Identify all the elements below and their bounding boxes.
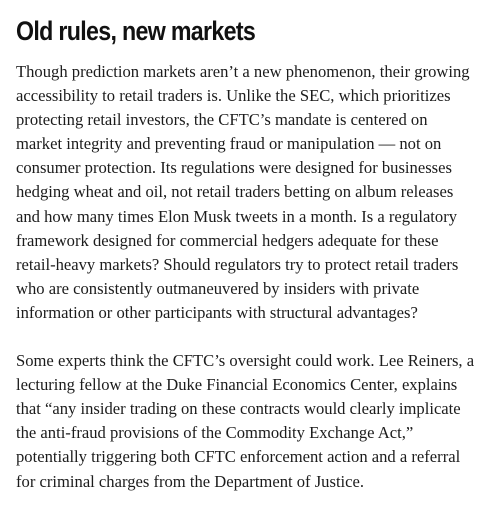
- paragraph-line: protecting retail investors, the CFTC’s mandate is centered on: [16, 110, 428, 130]
- paragraph-line: that “any insider trading on these contracts would clearly implicate: [16, 399, 461, 419]
- paragraph-line: and how many times Elon Musk tweets in a month. Is a regulatory: [16, 206, 458, 226]
- paragraph-line: Some experts think the CFTC’s oversight could work. Lee Reiners, a: [16, 351, 475, 371]
- paragraph-1: [16, 60, 478, 325]
- paragraph-line: accessibility to retail traders is. Unlike the SEC, which prioritizes: [16, 86, 451, 106]
- paragraph-line: who are consistently outmaneuvered by insiders with private: [16, 278, 420, 298]
- article: [16, 14, 478, 494]
- paragraph-line: lecturing fellow at the Duke Financial Economics Center, explains: [16, 375, 458, 395]
- paragraph-line: for criminal charges from the Department of Justice.: [16, 471, 365, 491]
- paragraph-line: retail-heavy markets? Should regulators try to protect retail traders: [16, 254, 459, 274]
- paragraph-line: Though prediction markets aren’t a new phenomenon, their growing: [16, 62, 470, 81]
- paragraph-line: consumer protection. Its regulations were designed for businesses: [16, 158, 452, 178]
- paragraph-line: information or other participants with structural advantages?: [16, 302, 418, 322]
- paragraph-line: framework designed for commercial hedgers adequate for these: [16, 230, 439, 250]
- paragraph-line: the anti-fraud provisions of the Commodity Exchange Act,”: [16, 423, 414, 443]
- paragraph-line: hedging wheat and oil, not retail traders betting on album releases: [16, 182, 454, 202]
- paragraph-line: potentially triggering both CFTC enforcement action and a referral: [16, 447, 461, 467]
- paragraph-2: [16, 349, 478, 494]
- paragraph-line: market integrity and preventing fraud or manipulation — not on: [16, 134, 442, 154]
- section-heading: Old rules, new markets: [16, 16, 256, 46]
